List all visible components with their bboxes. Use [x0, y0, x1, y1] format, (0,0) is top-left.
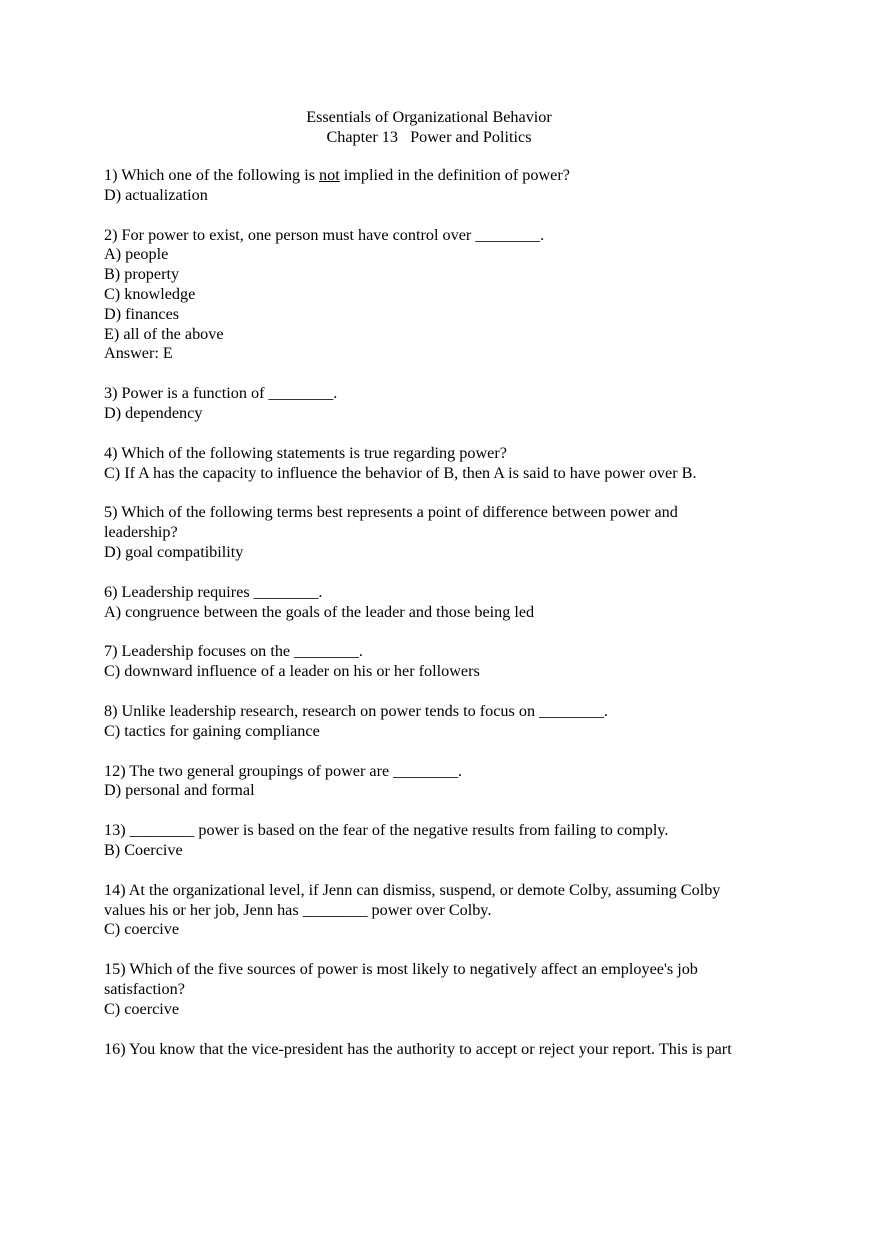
answer-line: C) downward influence of a leader on his or her followers [104, 662, 480, 681]
question-item [104, 642, 784, 682]
question-list [104, 166, 784, 1079]
option-line: A) people [104, 245, 169, 264]
document-title: Essentials of Organizational Behavior [306, 108, 552, 126]
answer-line: C) tactics for gaining compliance [104, 721, 320, 740]
document-header [0, 108, 858, 148]
question-item [104, 384, 784, 424]
question-text: 5) Which of the following terms best represents a point of difference between power and [104, 503, 678, 522]
chapter-heading: Chapter 13 Power and Politics [326, 127, 532, 146]
question-item [104, 821, 784, 861]
option-line: E) all of the above [104, 324, 224, 343]
option-line: B) property [104, 265, 180, 284]
question-text-continued: values his or her job, Jenn has ________ power over Colby. [104, 900, 492, 919]
question-item [104, 702, 784, 742]
answer-key: Answer: E [104, 344, 173, 363]
question-text-continued: leadership? [104, 523, 178, 542]
answer-line: D) dependency [104, 403, 203, 422]
question-item [104, 583, 784, 623]
question-item [104, 503, 784, 562]
question-text: 7) Leadership focuses on the ________. [104, 642, 363, 661]
question-text: 16) You know that the vice-president has the authority to accept or reject your report. This is part [104, 1039, 732, 1058]
question-text: 3) Power is a function of ________. [104, 384, 338, 403]
question-text: 15) Which of the five sources of power is most likely to negatively affect an employee's job [104, 960, 698, 979]
answer-line: C) coercive [104, 920, 180, 939]
question-text: 4) Which of the following statements is true regarding power? [104, 443, 507, 462]
question-text: 12) The two general groupings of power are ________. [104, 761, 462, 780]
answer-line: D) personal and formal [104, 781, 255, 800]
question-item [104, 444, 784, 484]
question-item [104, 1040, 784, 1060]
question-item [104, 881, 784, 940]
answer-line: A) congruence between the goals of the leader and those being led [104, 602, 535, 621]
question-text [104, 166, 784, 186]
question-text: 6) Leadership requires ________. [104, 582, 323, 601]
question-item [104, 166, 784, 206]
underlined-word: not [319, 166, 340, 184]
answer-line: D) goal compatibility [104, 542, 244, 561]
answer-line: D) actualization [104, 185, 208, 204]
option-line: D) finances [104, 304, 180, 323]
question-text-part: implied in the definition of power? [339, 166, 570, 184]
question-text: 13) ________ power is based on the fear of the negative results from failing to comply. [104, 821, 669, 840]
option-line: C) knowledge [104, 284, 196, 303]
question-text: 14) At the organizational level, if Jenn can dismiss, suspend, or demote Colby, assuming Colby [104, 880, 721, 899]
question-text-continued: satisfaction? [104, 979, 185, 998]
question-item [104, 226, 784, 365]
answer-line: C) coercive [104, 999, 180, 1018]
question-text: 8) Unlike leadership research, research on power tends to focus on ________. [104, 701, 608, 720]
question-text: 2) For power to exist, one person must have control over ________. [104, 225, 545, 244]
question-item [104, 762, 784, 802]
answer-line: C) If A has the capacity to influence the behavior of B, then A is said to have power over B. [104, 463, 697, 482]
answer-line: B) Coercive [104, 840, 183, 859]
question-text-part: 1) Which one of the following is [104, 166, 320, 184]
question-item [104, 960, 784, 1019]
